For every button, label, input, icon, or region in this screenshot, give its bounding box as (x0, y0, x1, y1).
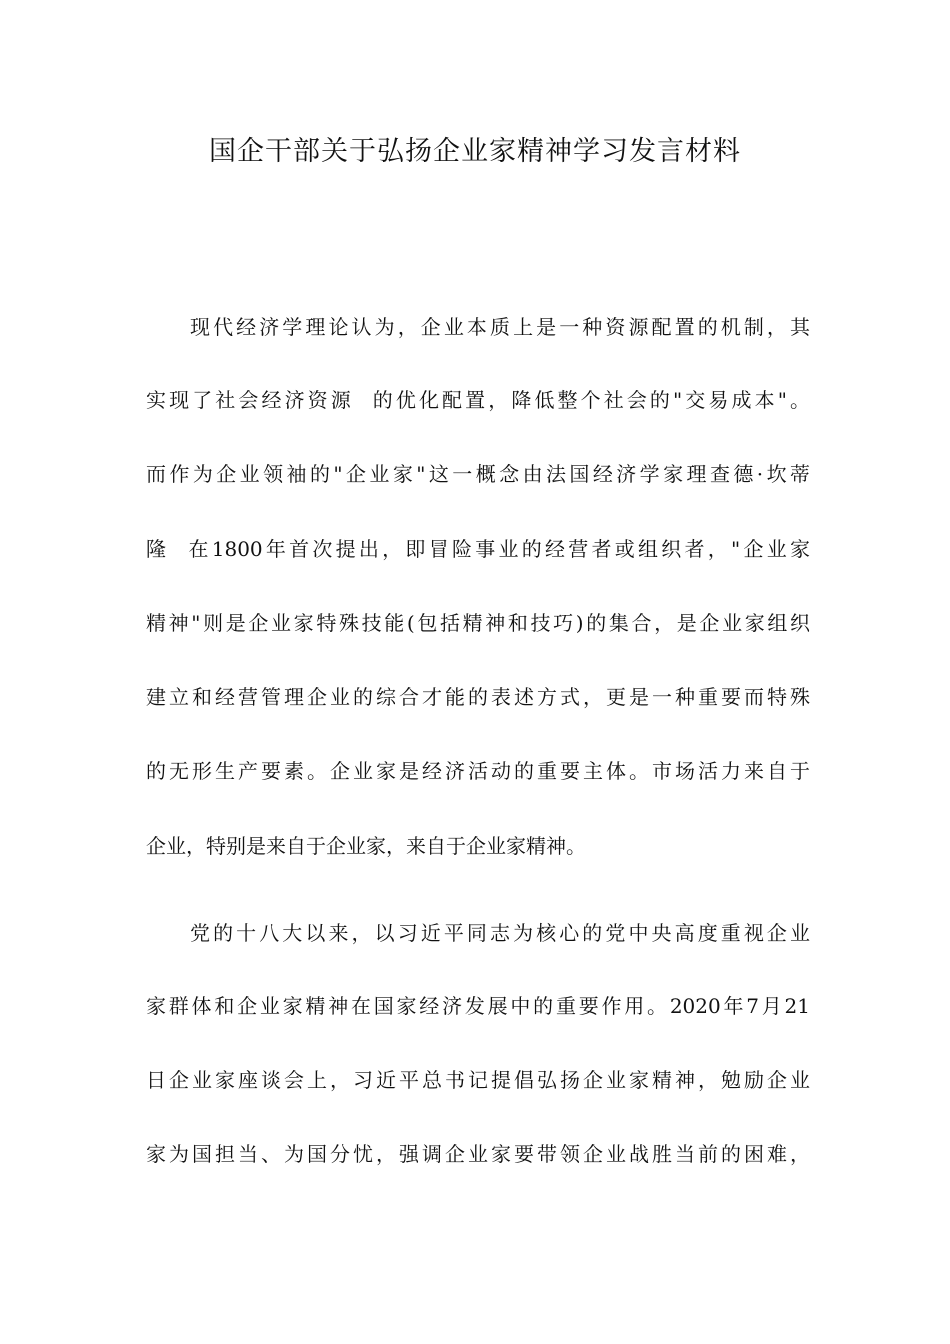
paragraph-2-line-4: 家为国担当、为国分忧，强调企业家要带领企业战胜当前的困难， (146, 1142, 810, 1166)
paragraph-1-line-3: 而作为企业领袖的"企业家"这一概念由法国经济学家理查德·坎蒂 (146, 462, 810, 486)
paragraph-1-line-1: 现代经济学理论认为，企业本质上是一种资源配置的机制，其 (190, 315, 810, 339)
paragraph-2-line-3: 日企业家座谈会上，习近平总书记提倡弘扬企业家精神，勉励企业 (146, 1068, 810, 1092)
paragraph-1-line-5: 精神"则是企业家特殊技能(包括精神和技巧)的集合，是企业家组织 (146, 611, 810, 635)
paragraph-2-line-1: 党的十八大以来，以习近平同志为核心的党中央高度重视企业 (190, 921, 810, 945)
paragraph-1-line-2: 实现了社会经济资源 的优化配置，降低整个社会的"交易成本"。 (146, 388, 810, 412)
paragraph-1-line-6: 建立和经营管理企业的综合才能的表述方式，更是一种重要而特殊 (146, 685, 810, 709)
paragraph-2-line-2: 家群体和企业家精神在国家经济发展中的重要作用。2020年7月21 (146, 994, 810, 1018)
paragraph-1-line-7: 的无形生产要素。企业家是经济活动的重要主体。市场活力来自于 (146, 759, 810, 783)
paragraph-1-line-8: 企业，特别是来自于企业家，来自于企业家精神。 (146, 834, 586, 858)
document-title: 国企干部关于弘扬企业家精神学习发言材料 (209, 136, 741, 167)
paragraph-1-line-4: 隆 在1800年首次提出，即冒险事业的经营者或组织者，"企业家 (146, 537, 810, 561)
